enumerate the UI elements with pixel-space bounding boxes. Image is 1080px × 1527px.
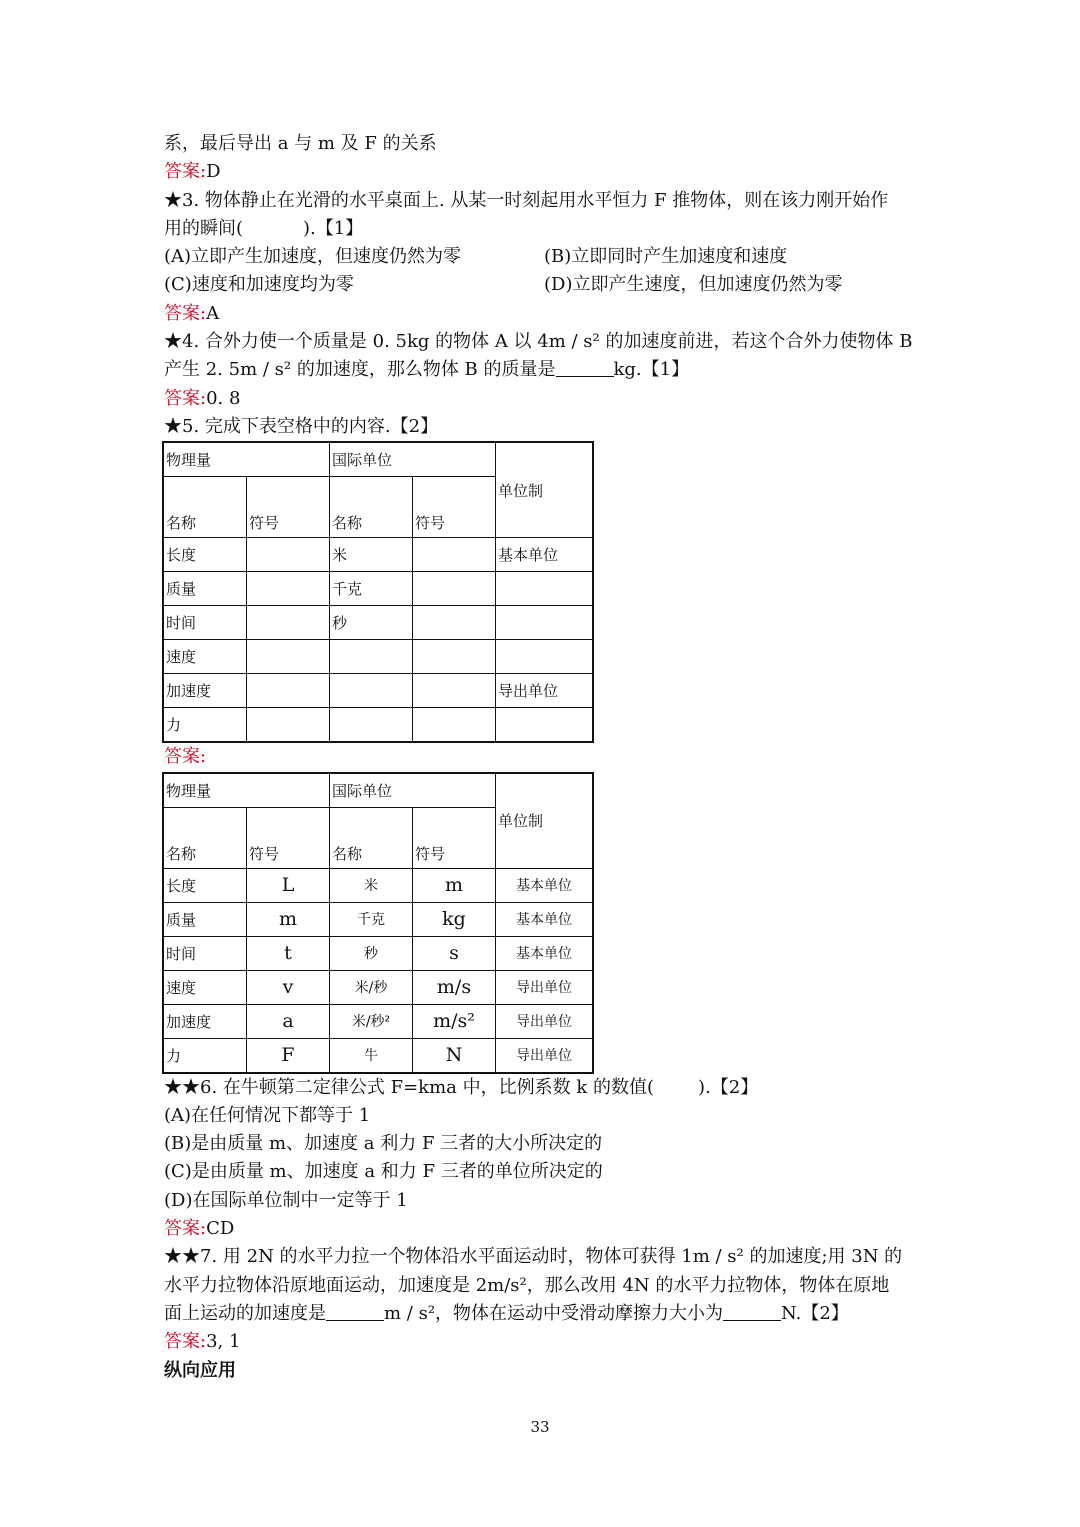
table-subheader-name: 名称	[163, 807, 247, 868]
table-cell: 基本单位	[496, 538, 594, 572]
table-cell	[413, 708, 496, 743]
table-row	[163, 674, 593, 708]
table-cell: 米/秒²	[330, 1004, 413, 1038]
answer-label: 答案:	[164, 161, 207, 183]
option-a: (A)立即产生加速度，但速度仍然为零	[164, 246, 462, 268]
answer-line: 答案:0. 8	[164, 387, 241, 409]
page-number: 33	[530, 1418, 550, 1436]
table-row	[163, 538, 593, 572]
table-header-si-unit: 国际单位	[330, 773, 496, 808]
table-row	[163, 868, 593, 902]
answer-line	[164, 158, 924, 186]
answer-value: 3, 1	[206, 1331, 241, 1353]
table-header-quantity: 物理量	[163, 773, 330, 808]
table-cell	[247, 708, 330, 743]
answer-line: 答案:CD	[164, 1218, 235, 1240]
table-cell: 力	[163, 708, 247, 743]
table-cell: kg	[413, 902, 496, 936]
table-cell: 质量	[163, 902, 247, 936]
question-5-line: ★5. 完成下表空格中的内容.【2】	[164, 415, 439, 437]
table-cell	[413, 538, 496, 572]
table-cell: 加速度	[163, 1004, 247, 1038]
table-cell: t	[247, 936, 330, 970]
text-line: 系，最后导出 a 与 m 及 F 的关系	[164, 133, 437, 154]
question-7-line-2: 水平力拉物体沿原地面运动，加速度是 2m/s²，那么改用 4N 的水平力拉物体，物体在原地	[164, 1274, 890, 1296]
table-row	[163, 1038, 593, 1073]
table-cell	[247, 674, 330, 708]
answer-value: D	[206, 161, 221, 183]
table-cell	[330, 640, 413, 674]
table-cell: 米/秒	[330, 970, 413, 1004]
table-cell: 基本单位	[496, 902, 594, 936]
table-cell: F	[247, 1038, 330, 1073]
table-cell	[413, 640, 496, 674]
table-row	[163, 902, 593, 936]
table-cell: 时间	[163, 936, 247, 970]
table-cell: 长度	[163, 538, 247, 572]
table-cell: 加速度	[163, 674, 247, 708]
table-cell: m/s	[413, 970, 496, 1004]
table-cell	[330, 708, 413, 743]
question-6-line: ★★6. 在牛顿第二定律公式 F=kma 中，比例系数 k 的数值( ).【2】	[164, 1076, 759, 1098]
table-subheader-symbol: 符号	[247, 807, 330, 868]
table-subheader-name: 名称	[330, 477, 413, 538]
table-row	[163, 572, 593, 606]
table-cell	[330, 674, 413, 708]
table-header-unit-system: 单位制	[496, 442, 594, 538]
table-subheader-name: 名称	[163, 477, 247, 538]
table-cell	[496, 708, 594, 743]
table-cell: 基本单位	[496, 936, 594, 970]
question-3-line-1: ★3. 物体静止在光滑的水平桌面上. 从某一时刻起用水平恒力 F 推物体，则在该力刚开始作	[164, 189, 889, 211]
table-cell: 时间	[163, 606, 247, 640]
question-3-options-ab	[164, 243, 924, 271]
option-d: (D)立即产生速度，但加速度仍然为零	[544, 274, 843, 296]
table-cell: 导出单位	[496, 970, 594, 1004]
question-7-line-1: ★★7. 用 2N 的水平力拉一个物体沿水平面运动时，物体可获得 1m / s² 的加速度;用 3N 的	[164, 1246, 903, 1268]
table-cell: 质量	[163, 572, 247, 606]
option-b: (B)立即同时产生加速度和速度	[544, 246, 788, 268]
table-cell: 千克	[330, 572, 413, 606]
table-cell	[413, 572, 496, 606]
answer-value: CD	[206, 1218, 235, 1240]
table-row	[163, 606, 593, 640]
table-cell: 米	[330, 538, 413, 572]
table-subheader-symbol: 符号	[413, 477, 496, 538]
table-cell: 长度	[163, 868, 247, 902]
table-row	[163, 708, 593, 743]
answer-line: 答案:3, 1	[164, 1331, 241, 1353]
table-row	[163, 1004, 593, 1038]
table-cell	[247, 606, 330, 640]
option-b: (B)是由质量 m、加速度 a 利力 F 三者的大小所决定的	[164, 1133, 603, 1155]
table-cell: m	[247, 902, 330, 936]
table-cell: m/s²	[413, 1004, 496, 1038]
option-c: (C)速度和加速度均为零	[164, 274, 354, 296]
answer-value: A	[206, 302, 220, 324]
question-4-line-2: 产生 2. 5m / s² 的加速度，那么物体 B 的质量是 kg.【1】	[164, 359, 690, 381]
table-cell	[247, 640, 330, 674]
table-cell: 千克	[330, 902, 413, 936]
table-cell	[413, 606, 496, 640]
table-row	[163, 640, 593, 674]
units-table-blank	[162, 441, 594, 743]
table-cell: 导出单位	[496, 674, 594, 708]
table-cell: 导出单位	[496, 1038, 594, 1073]
question-4-line-1: ★4. 合外力使一个质量是 0. 5kg 的物体 A 以 4m / s² 的加速度前进，若这个合外力使物体 B	[164, 331, 913, 353]
table-subheader-symbol: 符号	[413, 807, 496, 868]
table-header-quantity: 物理量	[163, 442, 330, 477]
table-cell	[247, 572, 330, 606]
table-cell: 导出单位	[496, 1004, 594, 1038]
option-c: (C)是由质量 m、加速度 a 和力 F 三者的单位所决定的	[164, 1161, 603, 1183]
table-cell	[496, 606, 594, 640]
table-cell	[496, 572, 594, 606]
table-cell	[413, 674, 496, 708]
table-cell: 米	[330, 868, 413, 902]
table-cell: L	[247, 868, 330, 902]
table-cell: N	[413, 1038, 496, 1073]
table-cell: v	[247, 970, 330, 1004]
table-cell: m	[413, 868, 496, 902]
option-a: (A)在任何情况下都等于 1	[164, 1104, 371, 1126]
question-7-line-3: 面上运动的加速度是 m / s²，物体在运动中受滑动摩擦力大小为 N.【2】	[164, 1302, 849, 1324]
answer-line: 答案:	[164, 746, 207, 768]
table-cell: a	[247, 1004, 330, 1038]
table-cell: 秒	[330, 606, 413, 640]
question-3-line-2: 用的瞬间( ).【1】	[164, 217, 364, 239]
table-header-unit-system: 单位制	[496, 773, 594, 869]
table-cell	[496, 640, 594, 674]
table-header-si-unit: 国际单位	[330, 442, 496, 477]
table-cell: 力	[163, 1038, 247, 1073]
table-cell: 速度	[163, 640, 247, 674]
table-subheader-symbol: 符号	[247, 477, 330, 538]
table-cell: 秒	[330, 936, 413, 970]
answer-line: 答案:A	[164, 302, 220, 324]
answer-value: 0. 8	[206, 387, 241, 409]
table-cell: 基本单位	[496, 868, 594, 902]
table-cell: 牛	[330, 1038, 413, 1073]
table-cell: 速度	[163, 970, 247, 1004]
document-page	[164, 130, 924, 1385]
table-cell: s	[413, 936, 496, 970]
option-d: (D)在国际单位制中一定等于 1	[164, 1189, 408, 1211]
table-row	[163, 936, 593, 970]
table-subheader-name: 名称	[330, 807, 413, 868]
section-heading: 纵向应用	[164, 1359, 236, 1381]
table-row	[163, 970, 593, 1004]
question-3-options-cd	[164, 271, 924, 299]
table-cell	[247, 538, 330, 572]
units-table-answer	[162, 772, 594, 1074]
